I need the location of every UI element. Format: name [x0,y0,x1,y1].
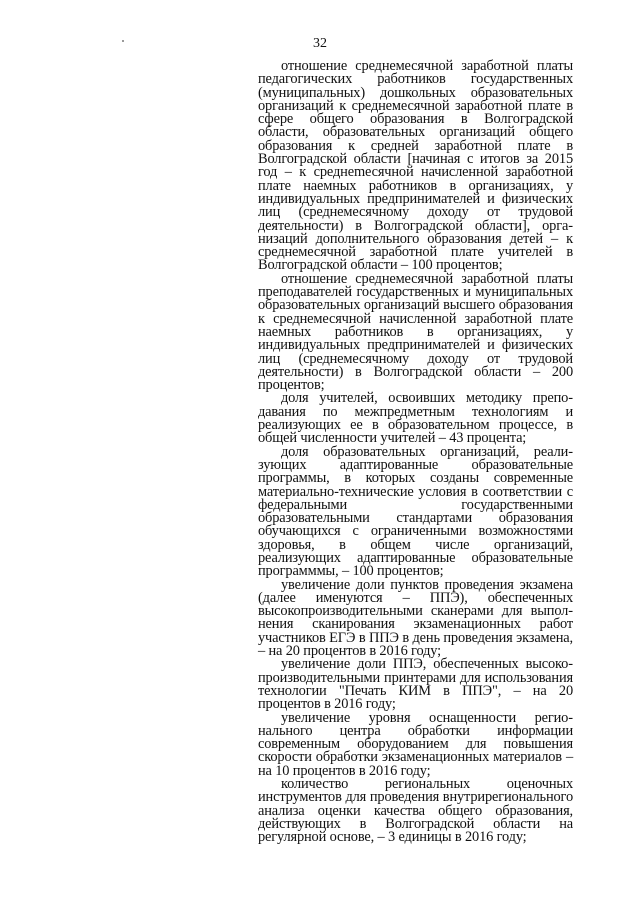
paragraph-scanners: увеличение доли пунктов проведения экзамена (далее именуются – ППЭ), обеспеченных высокопроизводительными сканерами для выполнения сканирования экзаменационных работ участников ЕГЭ в ППЭ в день проведения экзамена, – на 20 процентов в 2016 году; [258,576,573,660]
scan-speck [122,40,124,42]
document-body [258,60,573,845]
paragraph-printers: увеличение доли ППЭ, обеспеченных высокопроизводительными принтерами для использования технологии "Печать КИМ в ППЭ", – на 20 процентов в 2016 году; [258,656,573,713]
page-number: 32 [313,36,327,51]
paragraph-university-salary-ratio: отношение среднемесячной заработной платы преподавателей государственных и муниципальных образовательных организаций высшего образования к среднемесячной начисленной заработной плате наемных работников в организациях, у индивидуальных предпринимателей и физических лиц (среднемесячному доходу от трудовой деятельности) в Волгоградской области – 200 процентов; [258,270,573,394]
paragraph-regional-center: увеличение уровня оснащенности регионального центра обработки информации современным оборудованием для повышения скорости обработки экзаменационных материалов – на 10 процентов в 2016 году; [258,709,573,779]
paragraph-assessment-tools: количество региональных оценочных инструментов для проведения внутрирегионального анализа оценки качества общего образования, действующих в Волгоградской области на регулярной основе, – 3 единицы в 2016 году; [258,776,573,846]
paragraph-adapted-programs: доля образовательных организаций, реализующих адаптированные образовательные программы, в которых созданы современные материально-технические условия в соответствии с федеральными государственными образовательными стандартами образования обучающихся с ограниченными возможностями здоровья, в общем числе организаций, реализующих адаптированные образовательные программмы, – 100 процентов; [258,443,573,580]
paragraph-teacher-salary-ratio: отношение среднемесячной заработной платы педагогических работников государственных (муниципальных) дошкольных образовательных организаций к среднемесячной заработной плате в сфере общего образования в Волгоградской области, образовательных организаций общего образования к средней заработной плате в Волгоградской области [начиная с итогов за 2015 год – к среднеmесячной начисленной заработной плате наемных работников в организациях, у индивидуальных предпринимателей и физических лиц (среднемесячному доходу от трудовой деятельности) в Волгоградской области], организаций дополнительного образования детей – к среднемесячной заработной плате учителей в Волгоградской области – 100 процентов; [258,58,573,274]
paragraph-interdisciplinary-teachers: доля учителей, освоивших методику преподавания по межпредметным технологиям и реализующих ее в образовательном процессе, в общей численности учителей – 43 процента; [258,390,573,447]
